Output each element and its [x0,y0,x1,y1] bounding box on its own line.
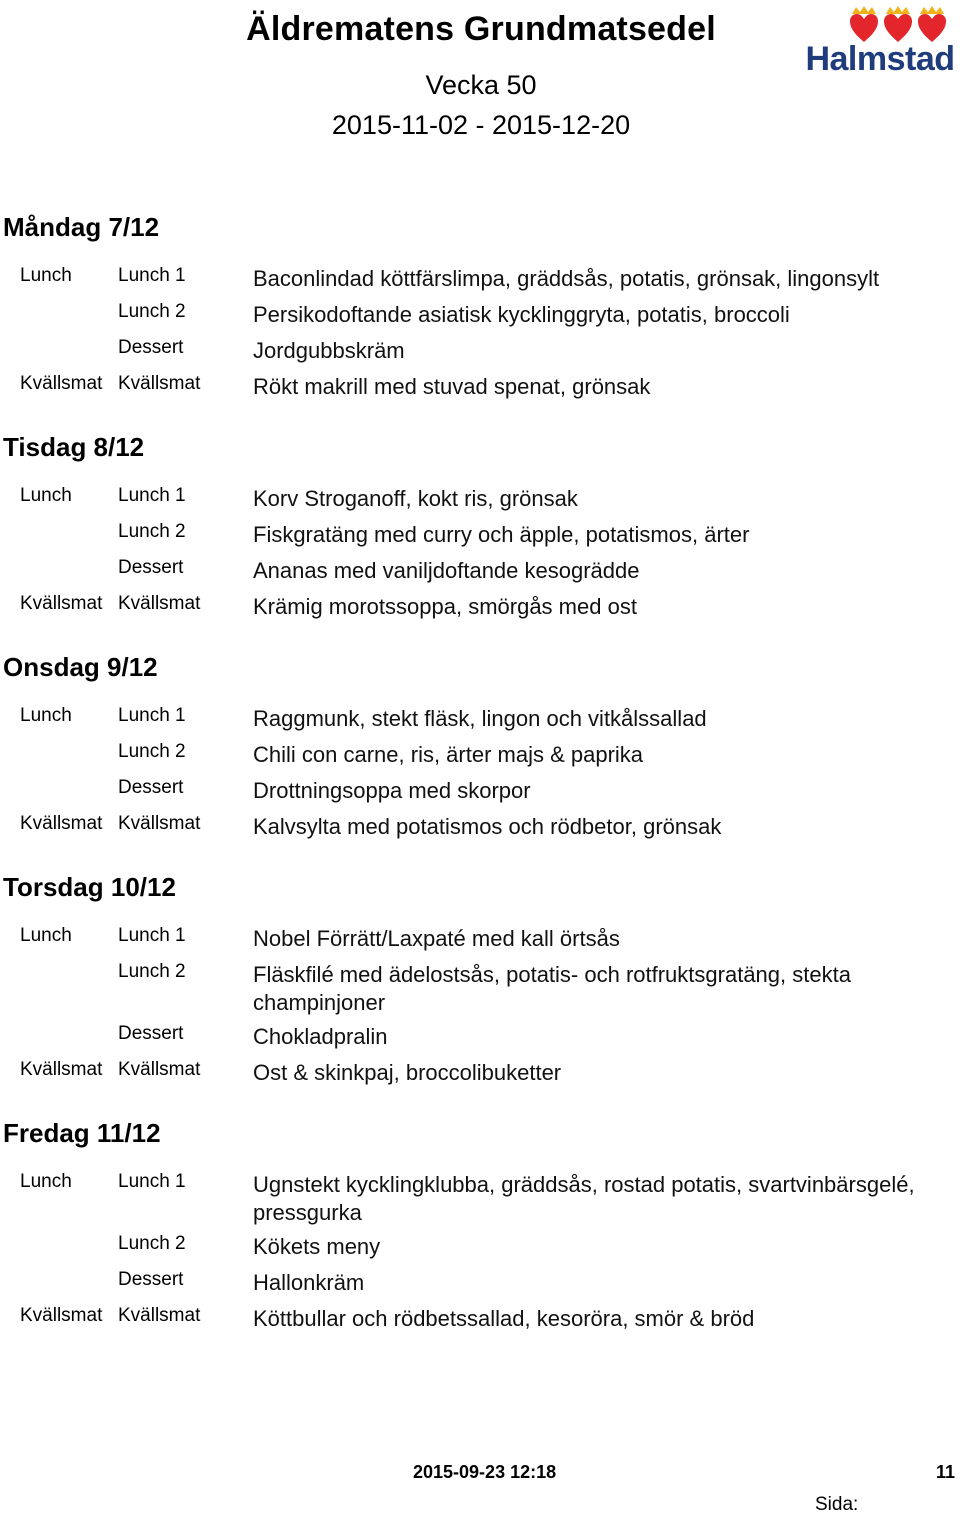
day-title: Tisdag 8/12 [3,432,145,462]
meal-row [0,587,960,623]
meal-row [0,295,960,331]
meal-row [0,919,960,955]
meal-row [0,1299,960,1335]
meal-option: Lunch 2 [118,301,186,322]
dish-description: Drottningsoppa med skorpor [253,778,531,803]
meal-option: Lunch 2 [118,521,186,542]
dish-description: Fiskgratäng med curry och äpple, potatismos, ärter [253,522,750,547]
meal-row [0,771,960,807]
menu-days [0,205,960,1357]
meal-option: Kvällsmat [118,1305,201,1326]
meal-option: Dessert [118,1269,184,1290]
meal-row [0,1053,960,1089]
day-title: Onsdag 9/12 [3,652,158,682]
day-section [0,1111,960,1357]
meal-option: Kvällsmat [118,593,201,614]
dish-description: Jordgubbskräm [253,338,405,363]
meal-row [0,735,960,771]
dish-description: Korv Stroganoff, kokt ris, grönsak [253,486,578,511]
meal-type: Kvällsmat [20,373,103,394]
meal-row [0,699,960,735]
meal-type: Kvällsmat [20,593,103,614]
page-number: 11 [936,1462,956,1482]
day-section [0,205,960,425]
meal-option: Lunch 2 [118,741,186,762]
dish-description: Kalvsylta med potatismos och rödbetor, grönsak [253,814,722,839]
dish-description: Köttbullar och rödbetssallad, kesoröra, smör & bröd [253,1306,755,1331]
meal-option: Lunch 1 [118,265,186,286]
week-label: Vecka 50 [425,70,537,100]
page-header [0,0,960,160]
meal-option: Dessert [118,1023,184,1044]
day-section [0,425,960,645]
logo-wordmark: Halmstad [805,40,955,78]
meal-option: Kvällsmat [118,813,201,834]
date-range: 2015-11-02 - 2015-12-20 [331,110,631,140]
meal-row [0,479,960,515]
halmstad-logo [800,4,960,78]
meal-option: Lunch 1 [118,485,186,506]
meal-row [0,515,960,551]
meal-type: Kvällsmat [20,1305,103,1326]
meal-row [0,955,960,1017]
meal-type: Kvällsmat [20,813,103,834]
page-label: Sida: [815,1494,859,1515]
meal-option: Kvällsmat [118,1059,201,1080]
dish-description: Chokladpralin [253,1024,388,1049]
meal-type: Lunch [20,1171,72,1192]
dish-description: Persikodoftande asiatisk kycklinggryta, potatis, broccoli [253,302,790,327]
printed-timestamp: 2015-09-23 12:18 [413,1462,557,1482]
meal-option: Lunch 1 [118,1171,186,1192]
crowns-hearts-icon [848,4,952,44]
dish-description: Raggmunk, stekt fläsk, lingon och vitkålssallad [253,706,707,731]
meal-row [0,259,960,295]
page-title: Äldrematens Grundmatsedel [246,10,716,48]
dish-description: Kökets meny [253,1234,381,1259]
meal-option: Dessert [118,557,184,578]
dish-description: Hallonkräm [253,1270,365,1295]
dish-description: Ugnstekt kycklingklubba, gräddsås, rostad potatis, svartvinbärsgelé, pressgurka [253,1172,915,1225]
meal-row [0,1017,960,1053]
meal-option: Dessert [118,337,184,358]
day-section [0,645,960,865]
meal-row [0,551,960,587]
meal-type: Lunch [20,705,72,726]
day-section [0,865,960,1111]
dish-description: Krämig morotssoppa, smörgås med ost [253,594,637,619]
dish-description: Nobel Förrätt/Laxpaté med kall örtsås [253,926,620,951]
dish-description: Rökt makrill med stuvad spenat, grönsak [253,374,651,399]
meal-option: Lunch 2 [118,1233,186,1254]
day-title: Torsdag 10/12 [3,872,176,902]
meal-row [0,367,960,403]
meal-option: Kvällsmat [118,373,201,394]
dish-description: Chili con carne, ris, ärter majs & paprika [253,742,644,767]
meal-type: Lunch [20,265,72,286]
meal-option: Dessert [118,777,184,798]
dish-description: Baconlindad köttfärslimpa, gräddsås, potatis, grönsak, lingonsylt [253,266,880,291]
meal-row [0,1165,960,1227]
meal-option: Lunch 1 [118,705,186,726]
meal-type: Lunch [20,485,72,506]
meal-row [0,1227,960,1263]
day-title: Fredag 11/12 [3,1118,161,1148]
meal-row [0,331,960,367]
dish-description: Ananas med vaniljdoftande kesogrädde [253,558,640,583]
dish-description: Fläskfilé med ädelostsås, potatis- och rotfruktsgratäng, stekta champinjoner [253,962,851,1015]
meal-type: Kvällsmat [20,1059,103,1080]
meal-type: Lunch [20,925,72,946]
meal-row [0,1263,960,1299]
day-title: Måndag 7/12 [3,212,160,242]
meal-option: Lunch 2 [118,961,186,982]
meal-option: Lunch 1 [118,925,186,946]
dish-description: Ost & skinkpaj, broccolibuketter [253,1060,562,1085]
meal-row [0,807,960,843]
